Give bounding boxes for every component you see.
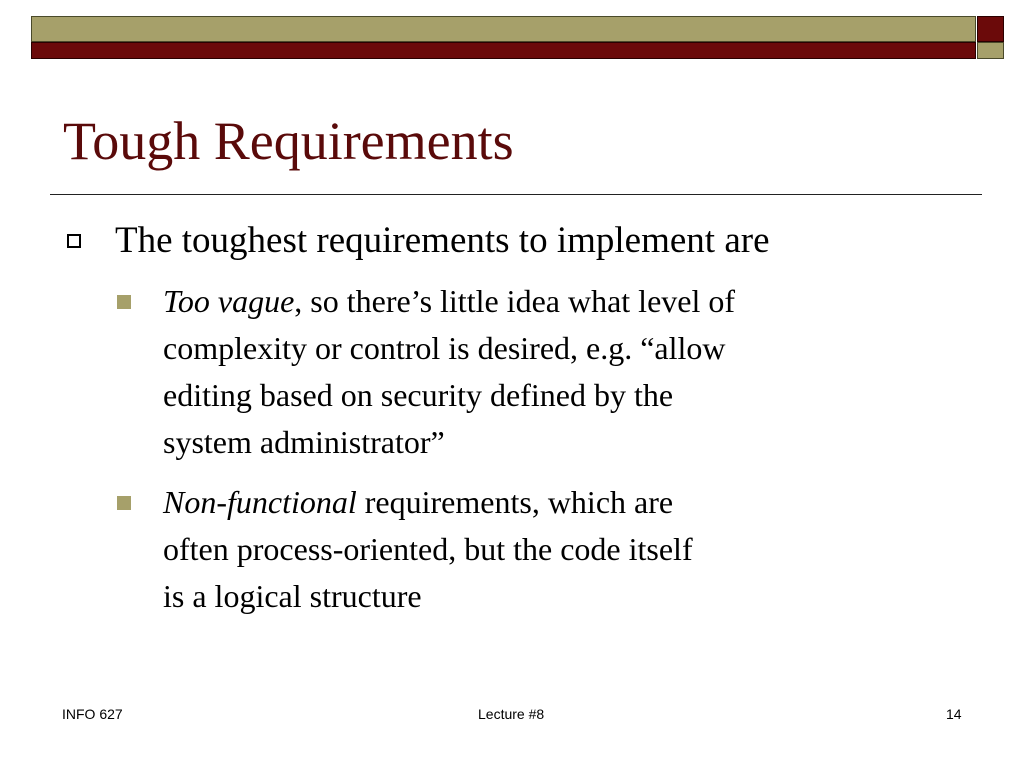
subbullet-line: editing based on security defined by the xyxy=(163,377,674,413)
header-square-maroon xyxy=(977,16,1004,42)
subbullet-line: , so there’s little idea what level of xyxy=(294,283,736,319)
subbullet-emphasis: Too vague xyxy=(163,283,295,319)
filled-square-bullet-icon xyxy=(117,295,131,309)
hollow-square-bullet-icon xyxy=(67,234,81,248)
header-square-olive xyxy=(977,42,1004,59)
subbullet-nonfunctional xyxy=(163,479,903,620)
header-band-maroon xyxy=(31,42,976,59)
subbullet-line: often process-oriented, but the code itself xyxy=(163,531,693,567)
subbullet-vague xyxy=(163,278,903,466)
bullet-text: The toughest requirements to implement are xyxy=(115,220,770,261)
footer-course: INFO 627 xyxy=(62,706,123,722)
footer-lecture: Lecture #8 xyxy=(478,706,545,722)
slide-title: Tough Requirements xyxy=(63,111,514,171)
footer-page-number: 14 xyxy=(946,706,962,722)
subbullet-line: requirements, which are xyxy=(356,484,674,520)
header-band-olive xyxy=(31,16,976,42)
subbullet-emphasis: Non-functional xyxy=(163,484,357,520)
subbullet-line: is a logical structure xyxy=(163,578,422,614)
filled-square-bullet-icon xyxy=(117,496,131,510)
subbullet-line: system administrator” xyxy=(163,424,445,460)
subbullet-line: complexity or control is desired, e.g. “allow xyxy=(163,330,726,366)
title-divider xyxy=(50,194,982,195)
